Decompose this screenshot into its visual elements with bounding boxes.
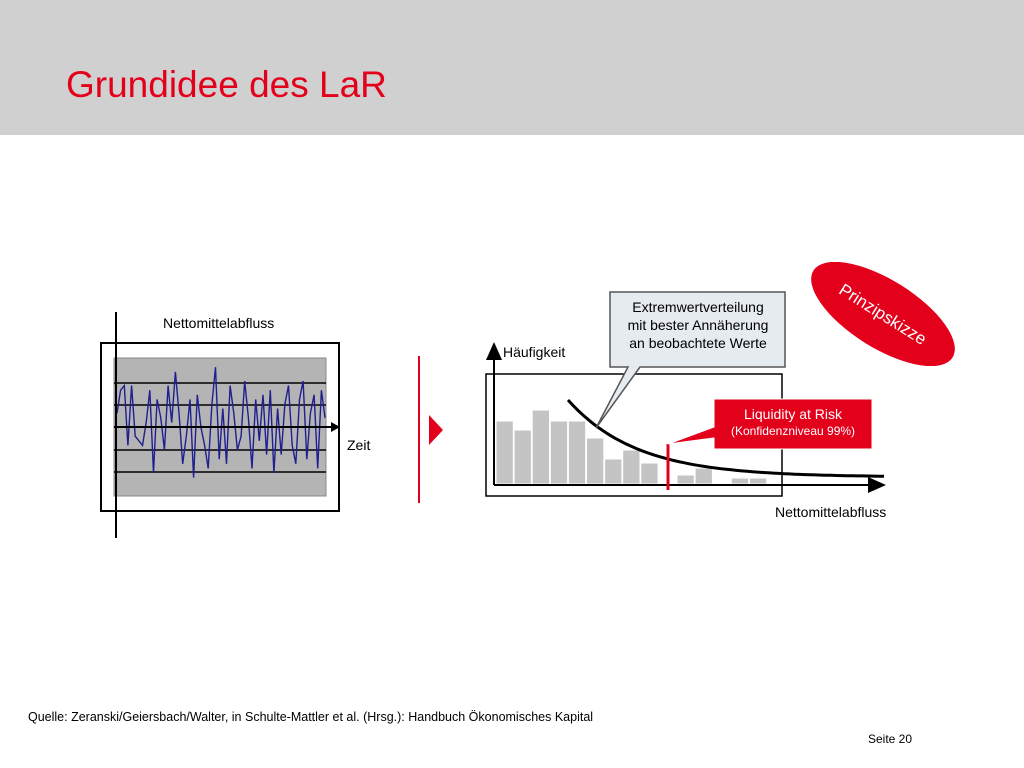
- histogram-bar: [514, 430, 531, 484]
- histogram-bar: [496, 421, 513, 484]
- left-chart-title: Nettomittelabfluss: [163, 315, 275, 331]
- histogram-bar: [641, 463, 658, 484]
- source-citation: Quelle: Zeranski/Geiersbach/Walter, in Schulte-Mattler et al. (Hrsg.): Handbuch Ökonomisches Kapital: [28, 710, 594, 724]
- histogram-bar: [587, 438, 604, 484]
- histogram-bar: [532, 410, 549, 484]
- histogram-bar: [749, 478, 766, 484]
- red-arrow-icon: [429, 415, 443, 445]
- histogram-bar: [605, 459, 622, 484]
- lar-title: Liquidity at Risk: [743, 406, 843, 422]
- slide-title: Grundidee des LaR: [66, 64, 387, 105]
- right-x-axis-label: Nettomittelabfluss: [775, 504, 887, 520]
- callout-text: [612, 298, 784, 352]
- histogram-bar: [568, 421, 585, 484]
- page-number: Seite 20: [868, 732, 913, 746]
- lar-text: [714, 405, 872, 439]
- stamp-text: Prinzipskizze: [835, 280, 930, 349]
- callout-line-3: an beobachtete Werte: [629, 335, 767, 351]
- histogram-bar: [677, 475, 694, 484]
- lar-subtitle: (Konfidenzniveau 99%): [730, 424, 856, 438]
- histogram-bar: [695, 468, 712, 484]
- right-y-axis-label: Häufigkeit: [503, 344, 566, 360]
- callout-line-1: Extremwertverteilung: [632, 299, 764, 315]
- histogram-bar: [550, 421, 567, 484]
- left-x-axis-label: Zeit: [347, 437, 371, 453]
- histogram-bar: [623, 450, 640, 484]
- callout-line-2: mit bester Annäherung: [627, 317, 769, 333]
- histogram-bar: [731, 478, 748, 484]
- prinzipskizze-stamp: [800, 262, 966, 366]
